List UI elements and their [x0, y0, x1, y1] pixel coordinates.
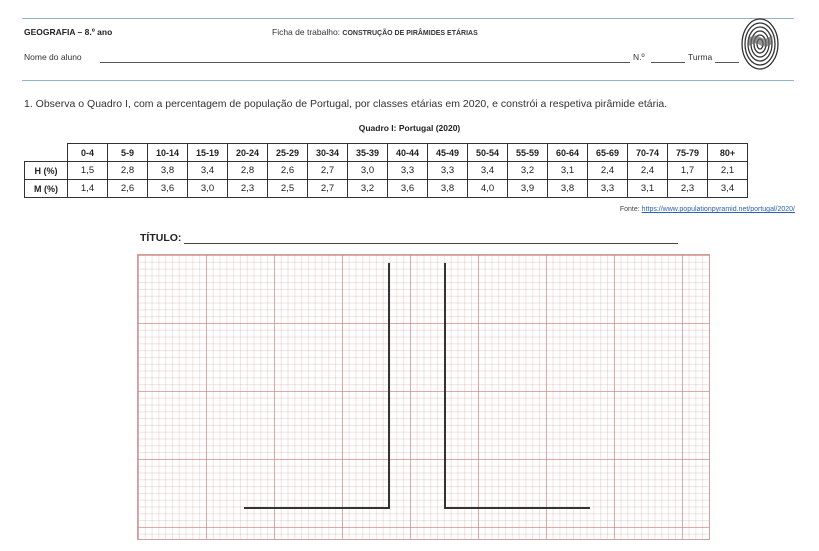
worksheet-heading — [272, 27, 478, 37]
table-cell: 3,1 — [628, 180, 668, 198]
header-bottom-rule — [22, 80, 794, 81]
student-name-label: Nome do aluno — [24, 52, 82, 62]
table-cell: 3,8 — [428, 180, 468, 198]
table-cell: 2,3 — [228, 180, 268, 198]
column-header: 55-59 — [508, 144, 548, 162]
table-cell: 3,3 — [588, 180, 628, 198]
graph-paper[interactable] — [137, 254, 710, 540]
column-header: 75-79 — [668, 144, 708, 162]
table-header-row — [25, 144, 748, 162]
table-cell: 1,5 — [68, 162, 108, 180]
subject-label: GEOGRAFIA – 8.º ano — [24, 27, 113, 37]
table-cell: 3,3 — [428, 162, 468, 180]
row-label: H (%) — [25, 162, 68, 180]
women-axis-baseline — [444, 507, 590, 509]
table-cell: 2,8 — [108, 162, 148, 180]
column-header: 10-14 — [148, 144, 188, 162]
class-field[interactable] — [715, 62, 739, 63]
column-header: 30-34 — [308, 144, 348, 162]
table-caption: Quadro I: Portugal (2020) — [358, 123, 461, 133]
worksheet-title: CONSTRUÇÃO DE PIRÂMIDES ETÁRIAS — [342, 30, 478, 37]
table-cell: 3,4 — [188, 162, 228, 180]
table-cell: 2,7 — [308, 180, 348, 198]
source-label: Fonte: — [619, 206, 640, 213]
men-axis-baseline — [244, 507, 390, 509]
table-cell: 3,9 — [508, 180, 548, 198]
table-cell: 3,2 — [508, 162, 548, 180]
column-header: 20-24 — [228, 144, 268, 162]
column-header: 35-39 — [348, 144, 388, 162]
column-header: 15-19 — [188, 144, 228, 162]
table-cell: 3,0 — [348, 162, 388, 180]
table-cell: 3,0 — [188, 180, 228, 198]
table-cell: 3,4 — [708, 180, 748, 198]
table-cell: 3,1 — [548, 162, 588, 180]
women-axis-vertical — [444, 263, 446, 508]
table-cell: 2,3 — [668, 180, 708, 198]
table-cell: 4,0 — [468, 180, 508, 198]
table-cell: 3,2 — [348, 180, 388, 198]
fingerprint-icon — [740, 17, 780, 71]
table-cell: 3,3 — [388, 162, 428, 180]
table-row-men — [25, 162, 748, 180]
column-header: 45-49 — [428, 144, 468, 162]
chart-title-field[interactable] — [184, 243, 678, 244]
table-cell: 3,4 — [468, 162, 508, 180]
row-label: M (%) — [25, 180, 68, 198]
student-name-field[interactable] — [100, 62, 630, 63]
table-cell: 3,6 — [388, 180, 428, 198]
table-cell: 2,5 — [268, 180, 308, 198]
column-header: 0-4 — [68, 144, 108, 162]
table-cell: 2,7 — [308, 162, 348, 180]
header-top-rule — [22, 18, 794, 19]
table-cell: 2,6 — [268, 162, 308, 180]
column-header: 80+ — [708, 144, 748, 162]
question-text: 1. Observa o Quadro I, com a percentagem de população de Portugal, por classes etárias em 2020, e constrói a respetiva pirâmide etária. — [24, 98, 668, 110]
men-axis-vertical — [388, 263, 390, 508]
source-link[interactable]: https://www.populationpyramid.net/portugal/2020/ — [641, 206, 795, 213]
table-cell: 2,8 — [228, 162, 268, 180]
population-table — [24, 143, 748, 198]
table-cell: 2,6 — [108, 180, 148, 198]
column-header: 70-74 — [628, 144, 668, 162]
chart-title-label: TÍTULO: — [140, 232, 182, 244]
worksheet-prefix: Ficha de trabalho: — [272, 27, 341, 37]
table-cell: 3,6 — [148, 180, 188, 198]
column-header: 50-54 — [468, 144, 508, 162]
table-corner — [25, 144, 68, 162]
source-note — [0, 206, 795, 213]
table-cell: 1,4 — [68, 180, 108, 198]
class-label: Turma — [688, 52, 713, 62]
table-cell: 1,7 — [668, 162, 708, 180]
table-cell: 3,8 — [148, 162, 188, 180]
table-cell: 2,4 — [628, 162, 668, 180]
number-field[interactable] — [651, 62, 685, 63]
column-header: 60-64 — [548, 144, 588, 162]
number-label: N.º — [633, 52, 645, 62]
table-cell: 3,8 — [548, 180, 588, 198]
table-row-women — [25, 180, 748, 198]
table-cell: 2,1 — [708, 162, 748, 180]
column-header: 25-29 — [268, 144, 308, 162]
column-header: 40-44 — [388, 144, 428, 162]
table-cell: 2,4 — [588, 162, 628, 180]
column-header: 65-69 — [588, 144, 628, 162]
column-header: 5-9 — [108, 144, 148, 162]
